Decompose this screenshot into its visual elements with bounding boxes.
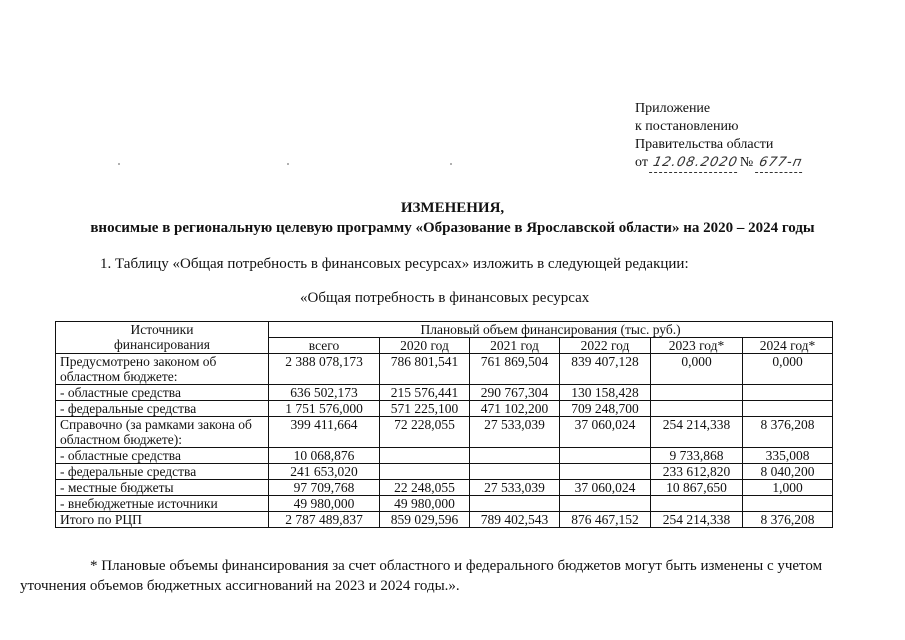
- table-cell: 97 709,768: [269, 480, 380, 496]
- table-cell: 254 214,338: [651, 417, 743, 448]
- row-label: - федеральные средства: [56, 464, 269, 480]
- table-row: [56, 480, 833, 496]
- table-row: [56, 417, 833, 448]
- table-cell: 49 980,000: [380, 496, 470, 512]
- table-cell: 0,000: [743, 354, 833, 385]
- appendix-header: [635, 100, 804, 173]
- scan-dot: [287, 163, 289, 165]
- table-cell: 0,000: [651, 354, 743, 385]
- table-cell: 1,000: [743, 480, 833, 496]
- table-cell: [743, 385, 833, 401]
- document-subtitle: вносимые в региональную целевую программу «Образование в Ярославской области» на 2020 – 2024 годы: [90, 220, 815, 236]
- table-cell: 37 060,024: [560, 417, 651, 448]
- table-cell: [560, 448, 651, 464]
- footnote: * Плановые объемы финансирования за счет областного и федерального бюджетов могут быть изменены с учетом уточнения объемов бюджетных ассигнований на 2023 и 2024 годы.».: [20, 558, 823, 594]
- number-prefix: №: [739, 155, 754, 170]
- table-cell: 859 029,596: [380, 512, 470, 528]
- row-label: - федеральные средства: [56, 401, 269, 417]
- table-cell: 130 158,428: [560, 385, 651, 401]
- handwritten-number: 677-п: [755, 154, 806, 173]
- column-header: всего: [269, 338, 380, 354]
- table-cell: 27 533,039: [470, 480, 560, 496]
- table-cell: [651, 401, 743, 417]
- table-cell: 789 402,543: [470, 512, 560, 528]
- table-cell: 254 214,338: [651, 512, 743, 528]
- table-cell: 241 653,020: [269, 464, 380, 480]
- table-cell: 290 767,304: [470, 385, 560, 401]
- table-cell: 839 407,128: [560, 354, 651, 385]
- row-label: Справочно (за рамками закона об областном бюджете):: [56, 417, 269, 448]
- table-cell: [470, 464, 560, 480]
- table-row: [56, 385, 833, 401]
- table-cell: [651, 496, 743, 512]
- table-cell: [651, 385, 743, 401]
- table-cell: [380, 464, 470, 480]
- row-label: Предусмотрено законом об областном бюджете:: [56, 354, 269, 385]
- date-prefix: от: [635, 155, 648, 170]
- table-cell: [470, 496, 560, 512]
- table-cell: 335,008: [743, 448, 833, 464]
- table-cell: [560, 464, 651, 480]
- row-label: - областные средства: [56, 448, 269, 464]
- table-cell: 8 376,208: [743, 512, 833, 528]
- handwritten-date: 12.08.2020: [649, 154, 741, 173]
- financing-table: [55, 321, 833, 528]
- table-cell: 72 228,055: [380, 417, 470, 448]
- table-cell: 233 612,820: [651, 464, 743, 480]
- volume-header: Плановый объем финансирования (тыс. руб.): [269, 322, 833, 338]
- document-title: ИЗМЕНЕНИЯ,: [400, 200, 505, 216]
- column-header: 2023 год*: [651, 338, 743, 354]
- table-cell: 10 068,876: [269, 448, 380, 464]
- table-row: [56, 448, 833, 464]
- table-cell: 8 376,208: [743, 417, 833, 448]
- table-cell: 761 869,504: [470, 354, 560, 385]
- column-header: 2022 год: [560, 338, 651, 354]
- table-cell: [743, 401, 833, 417]
- column-header: 2020 год: [380, 338, 470, 354]
- appendix-date-line: [635, 154, 804, 173]
- table-cell: [380, 448, 470, 464]
- table-cell: [470, 448, 560, 464]
- table-cell: 37 060,024: [560, 480, 651, 496]
- column-header: 2021 год: [470, 338, 560, 354]
- table-cell: 10 867,650: [651, 480, 743, 496]
- table-cell: 399 411,664: [269, 417, 380, 448]
- table-cell: 2 787 489,837: [269, 512, 380, 528]
- table-row: [56, 464, 833, 480]
- table-cell: 876 467,152: [560, 512, 651, 528]
- table-cell: 215 576,441: [380, 385, 470, 401]
- table-caption: «Общая потребность в финансовых ресурсах: [300, 290, 590, 306]
- row-label: - местные бюджеты: [56, 480, 269, 496]
- scan-dot: [450, 163, 452, 165]
- row-label: Итого по РЦП: [56, 512, 269, 528]
- table-cell: 471 102,200: [470, 401, 560, 417]
- table-cell: [560, 496, 651, 512]
- intro-paragraph: 1. Таблицу «Общая потребность в финансовых ресурсах» изложить в следующей редакции:: [100, 256, 689, 272]
- table-row: [56, 401, 833, 417]
- column-header: 2024 год*: [743, 338, 833, 354]
- row-label: - внебюджетные источники: [56, 496, 269, 512]
- table-cell: 27 533,039: [470, 417, 560, 448]
- table-row-total: [56, 512, 833, 528]
- table-cell: 2 388 078,173: [269, 354, 380, 385]
- appendix-line-1: Приложение: [635, 101, 711, 116]
- table-cell: 1 751 576,000: [269, 401, 380, 417]
- table-row: [56, 496, 833, 512]
- table-cell: 636 502,173: [269, 385, 380, 401]
- table-cell: 49 980,000: [269, 496, 380, 512]
- source-header: Источники финансирования: [56, 322, 269, 354]
- table-cell: 9 733,868: [651, 448, 743, 464]
- row-label: - областные средства: [56, 385, 269, 401]
- table-cell: [743, 496, 833, 512]
- table-cell: 786 801,541: [380, 354, 470, 385]
- table-cell: 709 248,700: [560, 401, 651, 417]
- table-cell: 8 040,200: [743, 464, 833, 480]
- appendix-line-3: Правительства области: [635, 137, 774, 152]
- table-row: [56, 354, 833, 385]
- appendix-line-2: к постановлению: [635, 119, 739, 134]
- table-cell: 571 225,100: [380, 401, 470, 417]
- table-cell: 22 248,055: [380, 480, 470, 496]
- scan-dot: [118, 163, 120, 165]
